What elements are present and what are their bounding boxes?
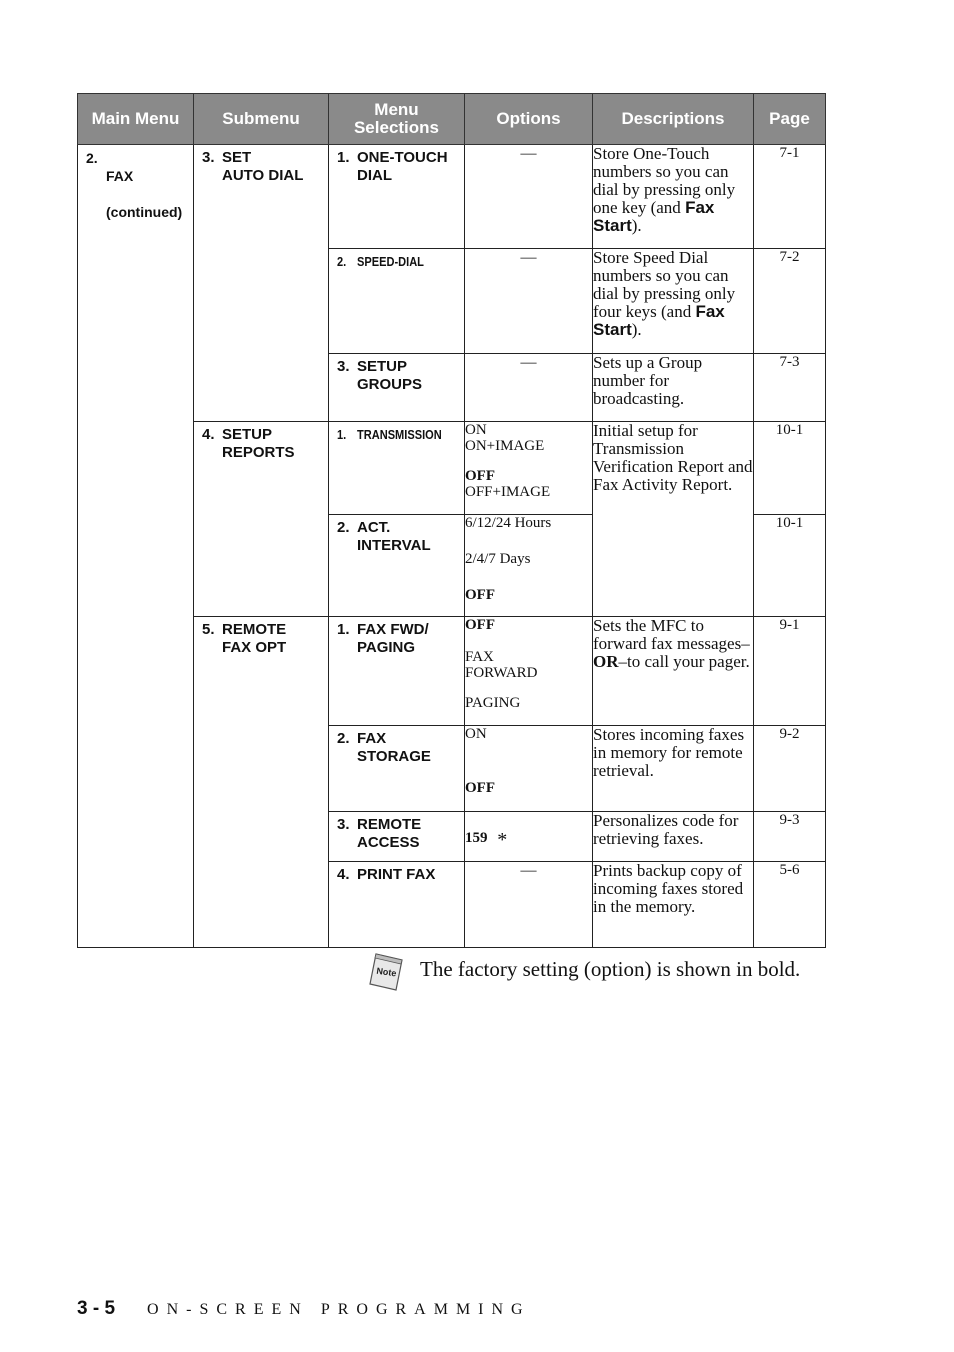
option-value: ON+IMAGE [465, 438, 545, 454]
selection-label: PRINT FAX [357, 866, 436, 883]
table-row [78, 145, 826, 249]
submenu-number: 5. [202, 621, 215, 638]
option-cell [465, 726, 593, 812]
selection-cell [329, 422, 465, 515]
fax-start-key: Fax Start [593, 198, 715, 235]
note-icon-label: Note [375, 965, 398, 979]
header-main-menu: Main Menu [78, 94, 194, 145]
page-cell: 9-1 [754, 617, 826, 726]
option-value: 2/4/7 Days [465, 551, 531, 567]
option-default: OFF [465, 617, 495, 633]
selection-number: 1. [337, 149, 350, 166]
menu-table [77, 93, 826, 948]
submenu-label: SETUP REPORTS [222, 426, 295, 461]
selection-number: 2. [337, 254, 347, 269]
selection-number: 1. [337, 427, 347, 442]
submenu-number: 4. [202, 426, 215, 443]
note-icon [368, 952, 404, 992]
selection-number: 3. [337, 816, 350, 833]
header-page: Page [754, 94, 826, 145]
page-cell: 7-3 [754, 354, 826, 422]
selection-cell [329, 354, 465, 422]
page-cell: 10-1 [754, 515, 826, 617]
option-cell [465, 515, 593, 617]
description-cell: Store Speed Dial numbers so you can dial by pressing only four keys (and Fax Start). [593, 249, 754, 354]
submenu-label: REMOTE FAX OPT [222, 621, 287, 656]
option-cell [465, 422, 593, 515]
option-cell: — [465, 862, 593, 948]
page-cell: 9-3 [754, 812, 826, 862]
selection-cell [329, 862, 465, 948]
page-cell: 5-6 [754, 862, 826, 948]
selection-cell [329, 726, 465, 812]
option-default: OFF [465, 587, 495, 603]
option-value: ON [465, 422, 487, 438]
selection-number: 2. [337, 519, 350, 536]
selection-label: FAX STORAGE [357, 730, 431, 765]
header-row [78, 94, 826, 145]
page-cell: 10-1 [754, 422, 826, 515]
option-default: 159 [465, 829, 488, 846]
description-cell: Personalizes code for retrieving faxes. [593, 812, 754, 862]
header-descriptions: Descriptions [593, 94, 754, 145]
page-cell: 7-2 [754, 249, 826, 354]
selection-label: FAX FWD/ PAGING [357, 621, 429, 656]
selection-cell [329, 617, 465, 726]
description-cell: Store One-Touch numbers so you can dial by pressing only one key (and Fax Start). [593, 145, 754, 249]
option-value: PAGING [465, 695, 521, 711]
submenu-cell [194, 422, 329, 617]
option-default: OFF [465, 468, 495, 484]
note-text: The factory setting (option) is shown in bold. [420, 956, 801, 981]
header-menu-selections: Menu Selections [329, 94, 465, 145]
selection-label: TRANSMISSION [357, 427, 442, 442]
asterisk-icon: * [497, 828, 508, 851]
description-cell: Stores incoming faxes in memory for remote retrieval. [593, 726, 754, 812]
selection-label: ACT. INTERVAL [357, 519, 431, 554]
note [368, 952, 800, 992]
selection-number: 1. [337, 621, 350, 638]
option-value: ON [465, 726, 487, 742]
submenu-label: SET AUTO DIAL [222, 149, 304, 184]
option-value: OFF+IMAGE [465, 484, 551, 500]
fax-start-key: Fax Start [593, 302, 725, 339]
page-number: 3 - 5 [77, 1298, 116, 1319]
main-menu-label: FAX [106, 168, 134, 184]
selection-cell [329, 812, 465, 862]
selection-number: 2. [337, 730, 350, 747]
main-menu-cell [78, 145, 194, 948]
page-cell: 9-2 [754, 726, 826, 812]
selection-cell [329, 249, 465, 354]
header-options: Options [465, 94, 593, 145]
submenu-number: 3. [202, 149, 215, 166]
option-cell [465, 812, 593, 862]
option-value: FAX FORWARD [465, 649, 538, 681]
main-menu-number: 2. [86, 150, 98, 166]
selection-cell [329, 515, 465, 617]
option-cell: — [465, 249, 593, 354]
page-cell: 7-1 [754, 145, 826, 249]
main-menu-sub: (continued) [106, 204, 183, 220]
submenu-cell [194, 145, 329, 422]
description-cell: Sets up a Group number for broadcasting. [593, 354, 754, 422]
selection-label: SPEED-DIAL [357, 254, 424, 269]
selection-label: ONE-TOUCH DIAL [357, 149, 448, 184]
option-cell: — [465, 354, 593, 422]
option-cell [465, 617, 593, 726]
submenu-cell [194, 617, 329, 948]
or-emphasis: OR [593, 652, 619, 671]
selection-label: SETUP GROUPS [357, 358, 423, 393]
page-footer [77, 1298, 531, 1320]
description-cell: Initial setup for Transmission Verification Report and Fax Activity Report. [593, 422, 754, 617]
selection-number: 3. [337, 358, 350, 375]
header-submenu: Submenu [194, 94, 329, 145]
selection-cell [329, 145, 465, 249]
description-cell: Prints backup copy of incoming faxes stored in the memory. [593, 862, 754, 948]
selection-label: REMOTE ACCESS [357, 816, 422, 851]
option-value: 6/12/24 Hours [465, 515, 552, 531]
option-default: OFF [465, 780, 495, 796]
description-cell: Sets the MFC to forward fax messages–OR–to call your pager. [593, 617, 754, 726]
option-cell: — [465, 145, 593, 249]
selection-number: 4. [337, 866, 350, 883]
section-title: ON-SCREEN PROGRAMMING [147, 1301, 531, 1318]
